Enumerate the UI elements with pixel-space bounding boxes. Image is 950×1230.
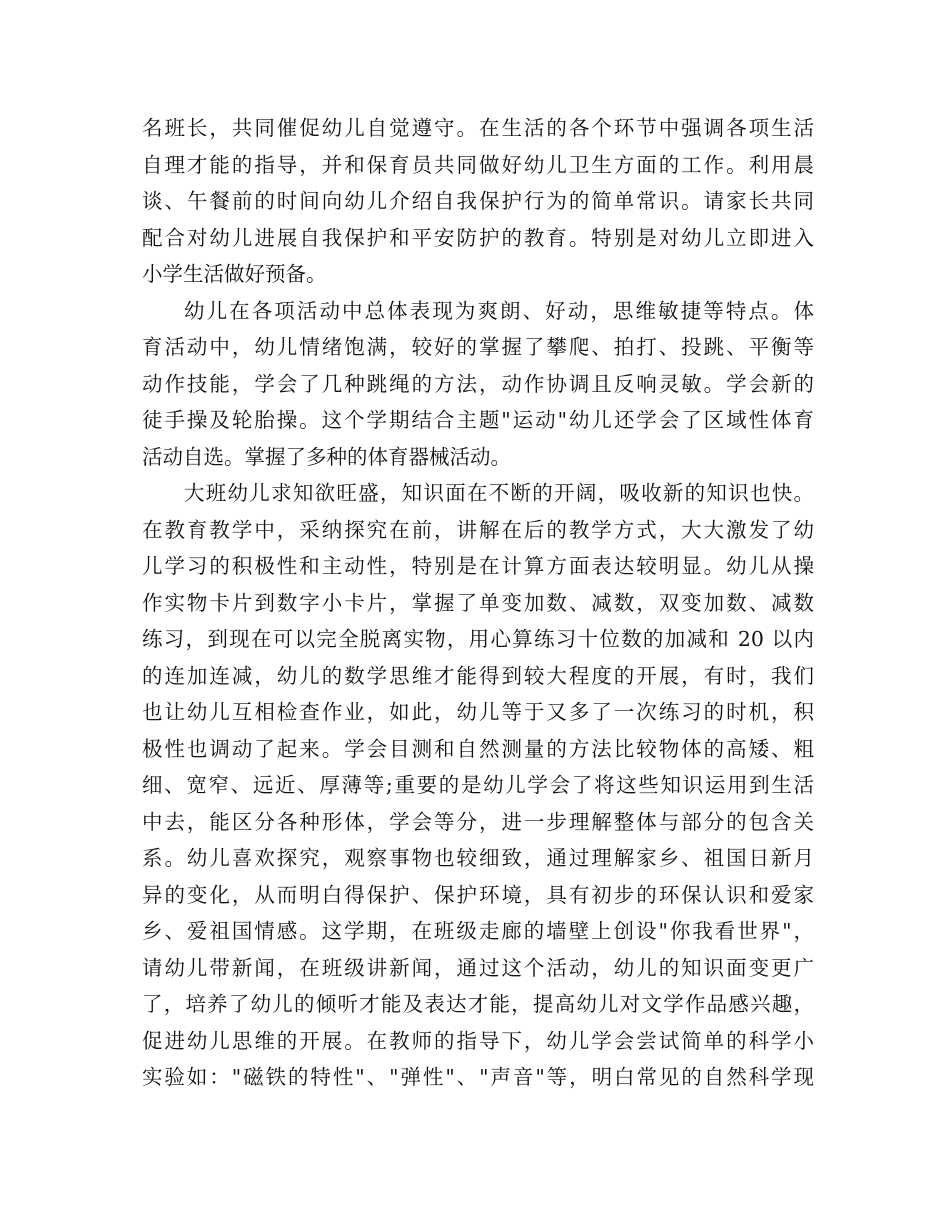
text-line: 谈、午餐前的时间向幼儿介绍自我保护行为的简单常识。请家长共同 <box>142 189 814 213</box>
text-line: 也让幼儿互相检查作业，如此，幼儿等于又多了一次练习的时机，积 <box>142 700 814 724</box>
text-line: 练习，到现在可以完全脱离实物，用心算练习十位数的加减和 20 以内 <box>142 627 814 651</box>
text-line: 异的变化，从而明白得保护、保护环境，具有初步的环保认识和爱家 <box>142 882 814 907</box>
text-line: 自理才能的指导，并和保育员共同做好幼儿卫生方面的工作。利用晨 <box>142 152 814 177</box>
text-line: 名班长，共同催促幼儿自觉遵守。在生活的各个环节中强调各项生活 <box>142 116 814 140</box>
text-line: 小学生活做好预备。 <box>142 262 327 286</box>
text-line: 了，培养了幼儿的倾听才能及表达才能，提高幼儿对文学作品感兴趣， <box>142 992 814 1016</box>
text-line: 幼儿在各项活动中总体表现为爽朗、好动，思维敏捷等特点。体 <box>184 298 814 323</box>
text-line: 请幼儿带新闻，在班级讲新闻，通过这个活动，幼儿的知识面变更广 <box>142 955 814 980</box>
text-line: 动作技能，学会了几种跳绳的方法，动作协调且反响灵敏。学会新的 <box>142 371 814 396</box>
text-line: 在教育教学中，采纳探究在前，讲解在后的教学方式，大大激发了幼 <box>142 517 814 542</box>
text-line: 系。幼儿喜欢探究，观察事物也较细致，通过理解家乡、祖国日新月 <box>142 846 814 870</box>
text-line: 儿学习的积极性和主动性，特别是在计算方面表达较明显。幼儿从操 <box>142 554 814 578</box>
text-line: 乡、爱祖国情感。这学期，在班级走廊的墙壁上创设"你我看世界"， <box>142 919 814 943</box>
paragraph-1 <box>142 110 814 293</box>
text-line: 活动自选。掌握了多种的体育器械活动。 <box>142 444 511 469</box>
text-line: 极性也调动了起来。学会目测和自然测量的方法比较物体的高矮、粗 <box>142 736 814 761</box>
text-line: 徒手操及轮胎操。这个学期结合主题"运动"幼儿还学会了区域性体育 <box>142 408 814 432</box>
text-line: 大班幼儿求知欲旺盛，知识面在不断的开阔，吸收新的知识也快。 <box>184 481 814 505</box>
text-line: 作实物卡片到数字小卡片，掌握了单变加数、减数，双变加数、减数 <box>142 590 814 615</box>
text-line: 育活动中，幼儿情绪饱满，较好的掌握了攀爬、拍打、投跳、平衡等 <box>142 335 814 359</box>
paragraph-3 <box>142 475 814 1096</box>
text-line: 的连加连减，幼儿的数学思维才能得到较大程度的开展，有时，我们 <box>142 663 814 688</box>
text-line: 促进幼儿思维的开展。在教师的指导下，幼儿学会尝试简单的科学小 <box>142 1028 814 1053</box>
document-body <box>142 110 814 1096</box>
text-line: 中去，能区分各种形体，学会等分，进一步理解整体与部分的包含关 <box>142 809 814 834</box>
text-line: 细、宽窄、远近、厚薄等;重要的是幼儿学会了将这些知识运用到生活 <box>142 773 814 797</box>
paragraph-2 <box>142 293 814 476</box>
text-line: 配合对幼儿进展自我保护和平安防护的教育。特别是对幼儿立即进入 <box>142 225 814 250</box>
text-line: 实验如："磁铁的特性"、"弹性"、"声音"等，明白常见的自然科学现 <box>142 1065 814 1089</box>
